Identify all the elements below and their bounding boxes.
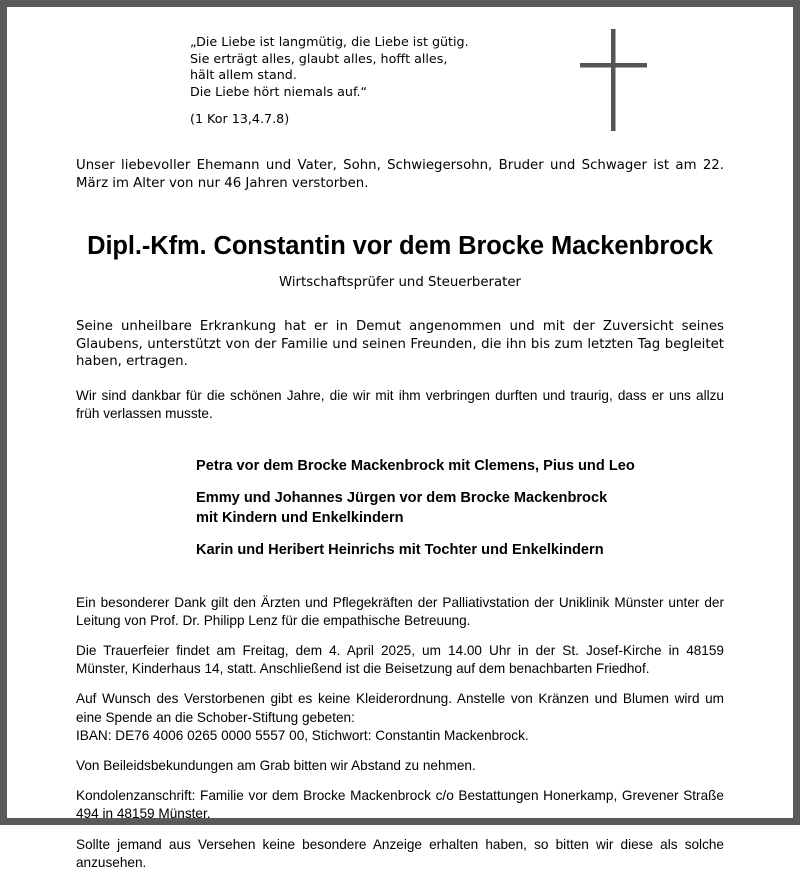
- christian-cross-icon: [573, 23, 653, 133]
- notice-content: [76, 147, 724, 872]
- quote-line-1: „Die Liebe ist langmütig, die Liebe ist gütig.: [190, 34, 469, 49]
- donation-paragraph: [76, 690, 724, 745]
- quote-line-3: hält allem stand.: [190, 67, 297, 82]
- scripture-quote-block: [190, 34, 520, 128]
- family-entry-2-line1: Emmy und Johannes Jürgen vor dem Brocke Mackenbrock: [196, 489, 608, 506]
- spacer: [76, 560, 724, 594]
- notice-header-area: [7, 7, 793, 147]
- condolence-address-paragraph: Kondolenzanschrift: Familie vor dem Brocke Mackenbrock c/o Bestattungen Honerkamp, Grevener Straße 494 in 48159 Münster.: [76, 788, 724, 822]
- donation-text: Auf Wunsch des Verstorbenen gibt es keine Kleiderordnung. Anstelle von Kränzen und Blumen wird um eine Spende an die Schober-Stiftung gebeten:: [76, 691, 724, 725]
- spacer: [76, 292, 724, 318]
- family-signatures: [76, 457, 724, 560]
- notice-disclaimer-paragraph: Sollte jemand aus Versehen keine besondere Anzeige erhalten haben, so bitten wir diese als solche anzusehen.: [76, 836, 724, 870]
- family-entry-1: [196, 457, 724, 476]
- quote-line-4: Die Liebe hört niemals auf.“: [190, 83, 368, 99]
- no-condolences-paragraph: Von Beileidsbekundungen am Grab bitten wir Abstand zu nehmen.: [76, 757, 476, 773]
- spacer: [76, 371, 724, 387]
- family-entry-1-line1: Petra vor dem Brocke Mackenbrock mit Clemens, Pius und Leo: [196, 457, 635, 474]
- family-entry-3: [196, 541, 724, 560]
- notice-inner: [7, 7, 793, 870]
- ceremony-paragraph: Die Trauerfeier findet am Freitag, dem 4. April 2025, um 14.00 Uhr in der St. Josef-Kirche in 48159 Münster, Kinderhaus 14, statt. Anschließend ist die Beisetzung auf dem benachbarten Friedhof.: [76, 642, 724, 677]
- quote-line-2: Sie erträgt alles, glaubt alles, hofft alles,: [190, 50, 448, 66]
- iban-line: IBAN: DE76 4006 0265 0000 5557 00, Stichwort: Constantin Mackenbrock.: [76, 727, 529, 743]
- intro-paragraph: Unser liebevoller Ehemann und Vater, Sohn, Schwiegersohn, Bruder und Schwager ist am 22. März im Alter von nur 46 Jahren verstorben.: [76, 158, 724, 191]
- deceased-name: Dipl.-Kfm. Constantin vor dem Brocke Mackenbrock: [87, 232, 713, 260]
- closing-section: [76, 594, 724, 872]
- spacer: [76, 423, 724, 457]
- family-entry-2-line2: mit Kindern und Enkelkindern: [196, 509, 404, 526]
- memorial-paragraph-2: Wir sind dankbar für die schönen Jahre, die wir mit ihm verbringen durften und traurig, dass er uns allzu früh verlassen musste.: [76, 387, 724, 421]
- thanks-paragraph: Ein besonderer Dank gilt den Ärzten und Pflegekräften der Palliativstation der Uniklinik Münster unter der Leitung von Prof. Dr. Philipp Lenz für die empathische Betreuung.: [76, 594, 724, 628]
- deceased-profession: Wirtschaftsprüfer und Steuerberater: [278, 275, 522, 290]
- family-entry-2: [196, 489, 724, 528]
- family-entry-3-line1: Karin und Heribert Heinrichs mit Tochter und Enkelkindern: [196, 541, 604, 558]
- memorial-paragraph-1: Seine unheilbare Erkrankung hat er in Demut angenommen und mit der Zuversicht seines Glaubens, unterstützt von der Familie und seinen Freunden, die ihn bis zum letzten Tag begleitet haben, ertragen.: [76, 319, 724, 369]
- quote-reference: (1 Kor 13,4.7.8): [190, 111, 290, 126]
